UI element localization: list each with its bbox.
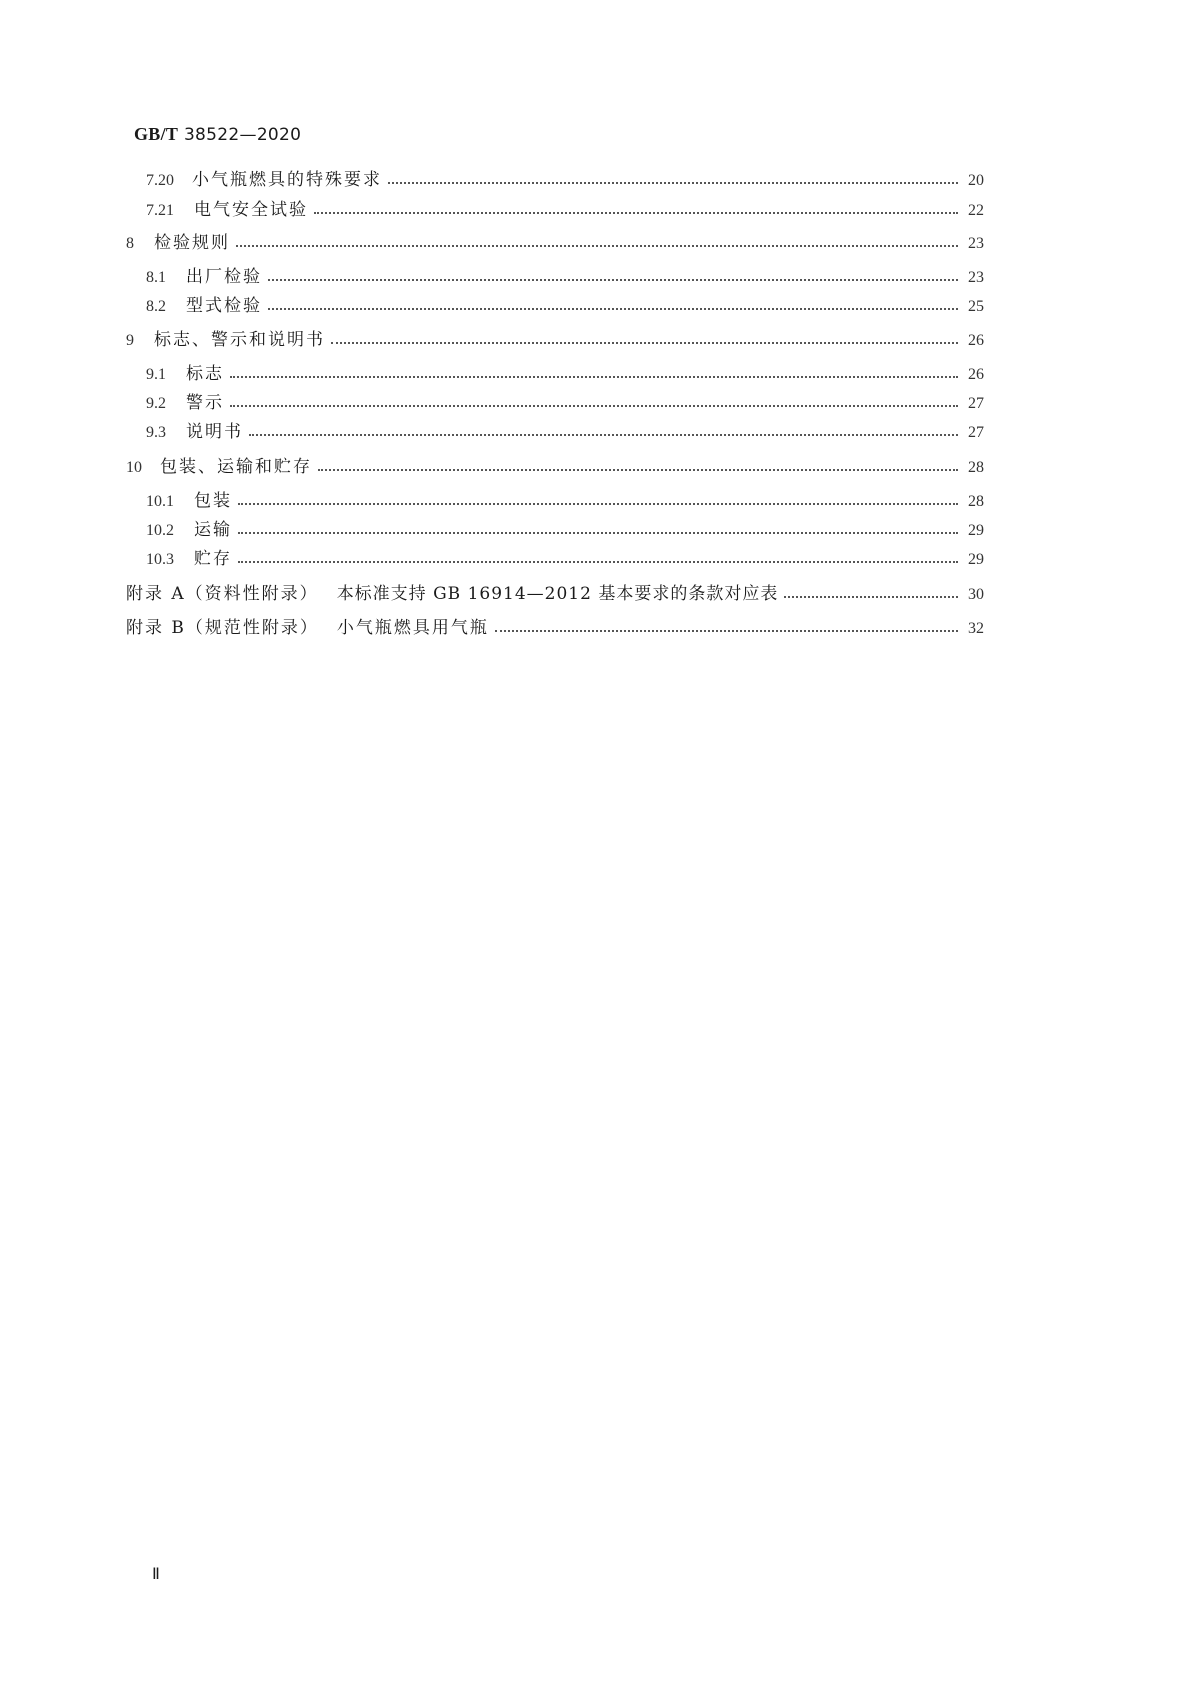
- toc-entry-number: 9.3: [146, 424, 166, 441]
- toc-leader-dots: [236, 245, 958, 247]
- toc-entry-page: 22: [968, 202, 984, 219]
- toc-entry-page: 25: [968, 298, 984, 315]
- toc-entry-title: 小气瓶燃具用气瓶: [336, 618, 489, 638]
- toc-entry-page: 32: [968, 620, 984, 637]
- toc-entry-number: 9: [126, 332, 134, 349]
- toc-entry-10[interactable]: [126, 455, 984, 479]
- toc-leader-dots: [784, 596, 958, 598]
- toc-leader-dots: [331, 342, 958, 344]
- toc-entry-10-2[interactable]: [146, 518, 984, 542]
- toc-leader-dots: [268, 279, 958, 281]
- toc-entry-title: 检验规则: [154, 233, 230, 253]
- toc-entry-number: 10.3: [146, 551, 174, 568]
- toc-entry-page: 27: [968, 395, 984, 412]
- toc-leader-dots: [314, 212, 958, 214]
- toc-entry-number: 10.2: [146, 522, 174, 539]
- toc-entry-number: 附录 B（规范性附录）: [126, 618, 319, 638]
- toc-entry-8[interactable]: [126, 231, 984, 255]
- toc-entry-number: 9.2: [146, 395, 166, 412]
- toc-entry-number: 附录 A（资料性附录）: [126, 584, 319, 604]
- toc-leader-dots: [238, 503, 958, 505]
- toc-leader-dots: [388, 182, 958, 184]
- toc-entry-page: 26: [968, 366, 984, 383]
- toc-leader-dots: [230, 376, 958, 378]
- toc-entry-page: 23: [968, 235, 984, 252]
- toc-entry-page: 27: [968, 424, 984, 441]
- toc-leader-dots: [495, 630, 958, 632]
- toc-entry-title: 小气瓶燃具的特殊要求: [192, 170, 382, 190]
- toc-entry-number: 8.1: [146, 269, 166, 286]
- toc-entry-title: 标志: [186, 364, 224, 384]
- toc-entry-number: 7.20: [146, 172, 174, 189]
- standard-number: 38522—2020: [183, 125, 302, 145]
- toc-entry-number: 8: [126, 235, 134, 252]
- toc-entry-title: 出厂检验: [186, 267, 262, 287]
- toc-entry-9-3[interactable]: [146, 420, 984, 444]
- toc-entry-8-1[interactable]: [146, 265, 984, 289]
- toc-entry-9-2[interactable]: [146, 391, 984, 415]
- toc-entry-7-21[interactable]: [146, 198, 984, 222]
- toc-entry-page: 29: [968, 522, 984, 539]
- toc-leader-dots: [238, 532, 958, 534]
- toc-entry-appendix-a[interactable]: [126, 582, 984, 606]
- toc-leader-dots: [268, 308, 958, 310]
- toc-entry-title: 本标准支持 GB 16914—2012 基本要求的条款对应表: [336, 584, 779, 604]
- toc-entry-9[interactable]: [126, 328, 984, 352]
- toc-entry-page: 28: [968, 459, 984, 476]
- toc-entry-page: 28: [968, 493, 984, 510]
- toc-entry-page: 30: [968, 586, 984, 603]
- toc-entry-number: 10: [126, 459, 142, 476]
- toc-entry-number: 9.1: [146, 366, 166, 383]
- standard-prefix: GB/T: [134, 124, 179, 144]
- toc-entry-title: 贮存: [194, 549, 232, 569]
- toc-leader-dots: [318, 469, 958, 471]
- toc-entry-8-2[interactable]: [146, 294, 984, 318]
- toc-leader-dots: [238, 561, 958, 563]
- toc-entry-title: 电气安全试验: [194, 200, 308, 220]
- toc-entry-7-20[interactable]: [146, 168, 984, 192]
- toc-entry-9-1[interactable]: [146, 362, 984, 386]
- toc-leader-dots: [230, 405, 958, 407]
- toc-entry-number: 7.21: [146, 202, 174, 219]
- toc-entry-title: 型式检验: [186, 296, 262, 316]
- toc-entry-10-3[interactable]: [146, 547, 984, 571]
- toc-entry-title: 包装: [194, 491, 232, 511]
- toc-entry-page: 23: [968, 269, 984, 286]
- toc-entry-appendix-b[interactable]: [126, 616, 984, 640]
- toc-entry-10-1[interactable]: [146, 489, 984, 513]
- toc-leader-dots: [249, 434, 958, 436]
- toc-entry-title: 说明书: [186, 422, 243, 442]
- toc-entry-title: 包装、运输和贮存: [160, 457, 312, 477]
- toc-entry-page: 20: [968, 172, 984, 189]
- toc-entry-number: 10.1: [146, 493, 174, 510]
- toc-entry-title: 标志、警示和说明书: [154, 330, 325, 350]
- toc-entry-title: 运输: [194, 520, 232, 540]
- page-number: Ⅱ: [152, 1566, 160, 1583]
- document-code: [134, 124, 301, 145]
- toc-entry-page: 26: [968, 332, 984, 349]
- toc-entry-title: 警示: [186, 393, 224, 413]
- toc-entry-number: 8.2: [146, 298, 166, 315]
- toc-entry-page: 29: [968, 551, 984, 568]
